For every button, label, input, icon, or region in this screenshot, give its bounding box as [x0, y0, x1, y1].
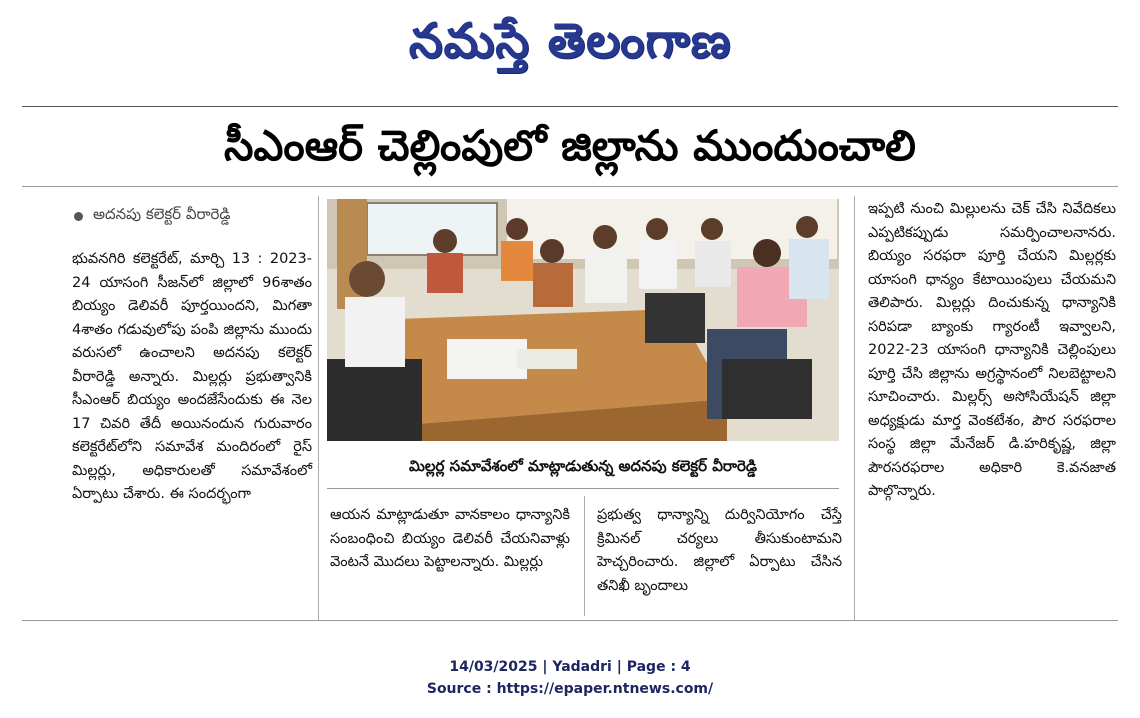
byline — [74, 205, 231, 227]
photo-caption: మిల్లర్ల సమావేశంలో మాట్లాడుతున్న అదనపు కలెక్టర్ వీరారెడ్డి — [409, 457, 757, 475]
article-column-middle-1: ఆయన మాట్లాడుతూ వానకాలం ధాన్యానికి సంబంధించి బియ్యం డెలివరీ చేయనివాళ్లు వెంటనే మొదలు పెట్టాలన్నారు. మిల్లర్లు — [330, 507, 570, 570]
edition-info: 14/03/2025 | Yadadri | Page : 4 — [449, 659, 691, 675]
caption-divider — [327, 488, 839, 489]
article-column-right: ఇప్పటి నుంచి మిల్లులను చెక్ చేసి నివేదికలు ఎప్పటికప్పుడు సమర్పించాలనానరు. బియ్యం సరఫరా పూర్తి చేయని మిల్లర్లకు యాసంగి ధాన్యం కేటాయింపులు చేయమని తెలిపారు. మిల్లర్లు దించుకున్న ధాన్యానికి సరిపడా బ్యాంకు గ్యారంటీ ఇవ్వాలని, 2022-23 యాసంగి ధాన్యానికి చెల్లింపులు పూర్తి చేసి జిల్లాను అగ్రస్థానంలో నిలబెట్టాలని సూచించారు. మిల్లర్స్ అసోసియేషన్ జిల్లా అధ్యక్షుడు మార్త వెంకటేశం, పౌర సరఫరాల సంస్థ జిల్లా మేనేజర్ డి.హరికృష్ణ, జిల్లా పౌరసరఫరాల అధికారి కె.వనజాత పాల్గొన్నారు. — [868, 201, 1116, 499]
column-divider — [584, 496, 585, 616]
source-link[interactable]: Source : https://epaper.ntnews.com/ — [426, 681, 714, 697]
page-footer — [0, 656, 1140, 700]
top-divider — [22, 106, 1118, 107]
bottom-divider — [22, 620, 1118, 621]
article-column-middle-2: ప్రభుత్వ ధాన్యాన్ని దుర్వినియోగం చేస్తే క్రిమినల్ చర్యలు తీసుకుంటామని హెచ్చరించారు. జిల్లాలో ఏర్పాటు చేసిన తనిఖీ బృందాలు — [597, 507, 842, 594]
meeting-photo-illustration — [327, 199, 839, 441]
masthead — [0, 6, 1140, 76]
bullet-icon — [74, 212, 83, 221]
column-divider — [854, 196, 855, 620]
article-photo — [327, 199, 839, 441]
article-headline: సీఎంఆర్ చెల్లింపులో జిల్లాను ముందుంచాలి — [224, 121, 916, 170]
article-column-left: భువనగిరి కలెక్టరేట్, మార్చి 13 : 2023-24 యాసంగి సీజన్‌లో జిల్లాలో 96శాతం బియ్యం డెలివరీ పూర్తయిందని, మిగతా 4శాతం గడువులోపు పంపి జిల్లాను ముందు వరుసలో ఉంచాలని అదనపు కలెక్టర్ వీరారెడ్డి అన్నారు. మిల్లర్లు ప్రభుత్వానికి సీఎంఆర్ బియ్యం అందజేసేందుకు ఈ నెల 17 చివరి తేదీ అయినందున గురువారం కలెక్టరేట్‌లోని సమావేశ మందిరంలో రైస్ మిల్లర్లు, అధికారులతో సమావేశంలో ఏర్పాటు చేశారు. ఈ సందర్భంగా — [72, 251, 312, 502]
newspaper-logo: నమస్తే తెలంగాణ — [408, 13, 732, 69]
column-divider — [318, 196, 319, 620]
byline-text: అదనపు కలెక్టర్ వీరారెడ్డి — [93, 205, 231, 223]
headline-divider — [22, 186, 1118, 187]
